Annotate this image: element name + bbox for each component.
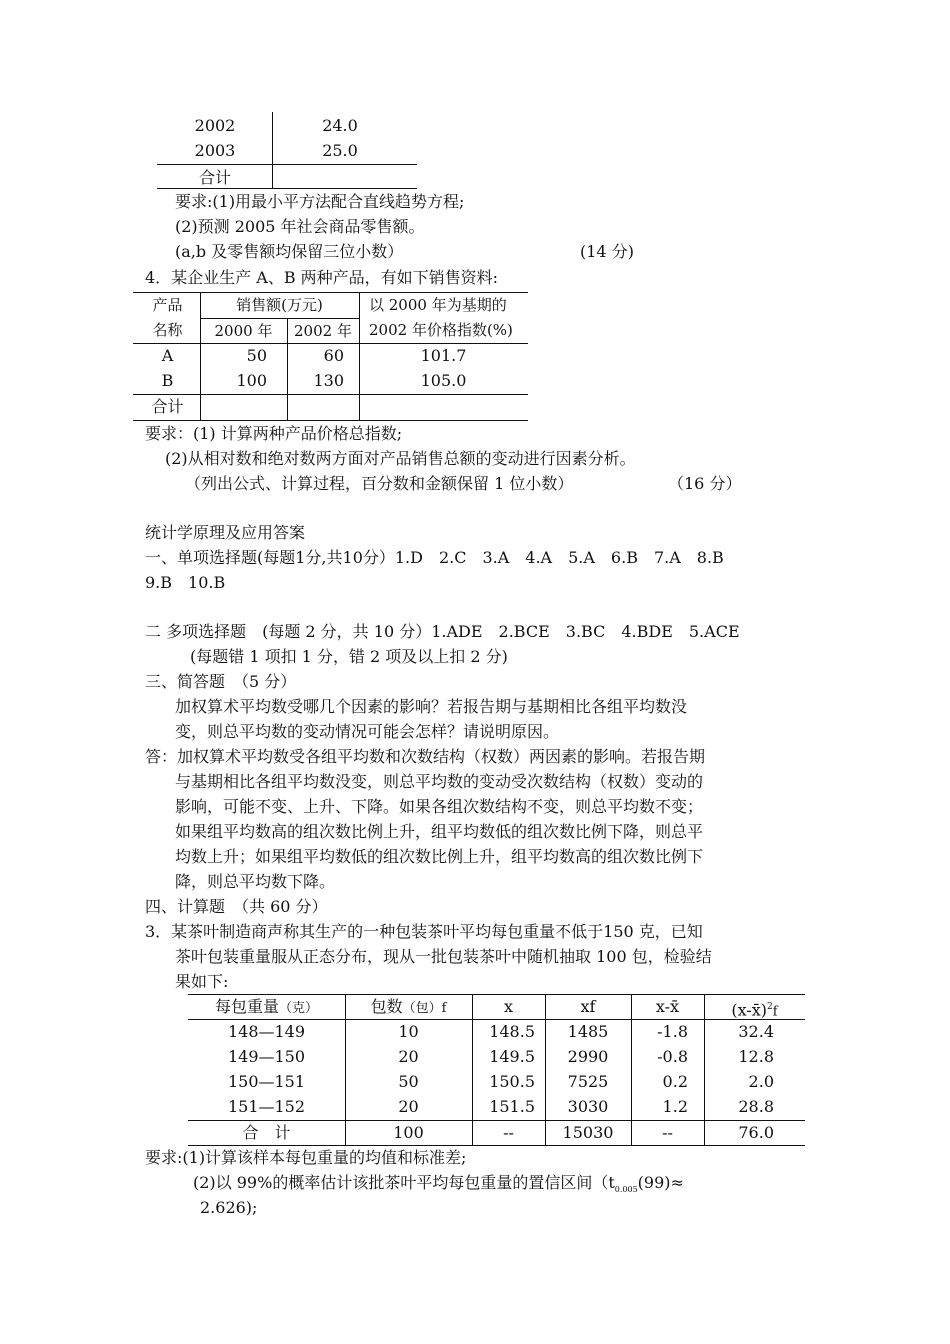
q3-req-line: (2)预测 2005 年社会商品零售额。 [175, 217, 425, 236]
deviation-value: -1.8 [657, 1022, 688, 1041]
section3-answer: 降，则总平均数下降。 [175, 872, 336, 891]
sales-2000: 50 [246, 346, 267, 365]
year-cell: 2002 [194, 116, 236, 135]
total-xf: 15030 [562, 1123, 614, 1142]
squared-value: 28.8 [738, 1097, 774, 1116]
header-product-name: 名称 [152, 321, 183, 339]
total-label: 合计 [151, 397, 184, 416]
q3-req-line: 要求:(1)用最小平方法配合直线趋势方程; [175, 192, 465, 211]
value-cell: 25.0 [322, 141, 358, 160]
xf-value: 2990 [567, 1047, 609, 1066]
section1-line: 一、单项选择题(每题1分,共10分）1.D 2.C 3.A 4.A 5.A 6.B 7.A 8.B [145, 548, 724, 567]
q4-req-line: (2)从相对数和绝对数两方面对产品销售总额的变动进行因素分析。 [165, 449, 636, 468]
weight-range: 148—149 [227, 1022, 306, 1041]
header-xf: xf [580, 997, 596, 1016]
final-req-line: 2.626); [200, 1198, 258, 1217]
xf-value: 1485 [567, 1022, 609, 1041]
t-subscript: 0.005 [614, 1185, 638, 1195]
weight-range: 151—152 [227, 1097, 306, 1116]
x-value: 150.5 [489, 1072, 535, 1091]
table-rule [157, 164, 417, 165]
final-req-text-end: (99)≈ [637, 1173, 684, 1192]
header-sales: 销售额(万元) [236, 296, 323, 314]
price-index: 105.0 [420, 371, 467, 390]
section3-answer: 如果组平均数高的组次数比例上升，组平均数低的组次数比例下降，则总平 [175, 822, 704, 841]
deviation-value: 0.2 [662, 1072, 688, 1091]
table-rule [157, 188, 417, 189]
header-index: 以 2000 年为基期的 [369, 296, 507, 314]
section3-question: 加权算术平均数受哪几个因素的影响？若报告期与基期相比各组平均数没 [175, 697, 688, 716]
header-squared-exp: 2 [767, 1002, 773, 1012]
final-req-text: (2)以 99%的概率估计该批茶叶平均每包重量的置信区间（t [193, 1173, 615, 1192]
weight-range: 150—151 [227, 1072, 306, 1091]
total-label: 合 计 [242, 1123, 291, 1142]
header-deviation: x-x̄ [655, 997, 680, 1016]
price-index: 101.7 [420, 346, 467, 365]
header-weight-label: 每包重量 [214, 997, 279, 1016]
count-f: 20 [398, 1047, 419, 1066]
section1-line: 9.B 10.B [145, 573, 226, 592]
header-squared-label: (x-x̄) [731, 1000, 768, 1020]
header-weight-unit: （克） [279, 1001, 319, 1016]
final-req-line: 要求:(1)计算该样本每包重量的均值和标准差; [145, 1148, 467, 1167]
answers-heading: 统计学原理及应用答案 [145, 523, 306, 542]
header-2000: 2000 年 [214, 322, 273, 340]
section3-heading: 三、简答题 （5 分） [145, 672, 297, 691]
total-f: 100 [393, 1123, 424, 1142]
header-count [345, 995, 472, 1021]
count-f: 20 [398, 1097, 419, 1116]
total-label: 合计 [198, 168, 231, 187]
sales-2000: 100 [236, 371, 267, 390]
section2-line: (每题错 1 项扣 1 分，错 2 项及以上扣 2 分) [190, 647, 508, 666]
product-name: B [161, 371, 174, 390]
count-f: 50 [398, 1072, 419, 1091]
section2-line: 二 多项选择题 (每题 2 分，共 10 分）1.ADE 2.BCE 3.BC 4.BDE 5.ACE [145, 622, 740, 641]
header-2002: 2002 年 [294, 322, 352, 340]
section3-answer: 均数上升；如果组平均数低的组次数比例上升，组平均数高的组次数比例下 [175, 847, 704, 866]
x-value: 149.5 [489, 1047, 535, 1066]
q3-points: (14 分) [580, 242, 634, 261]
q3-req-line: (a,b 及零售额均保留三位小数） [175, 242, 404, 261]
xf-value: 3030 [567, 1097, 609, 1116]
total-x: -- [503, 1123, 514, 1142]
xf-value: 7525 [567, 1072, 609, 1091]
deviation-value: -0.8 [657, 1047, 688, 1066]
header-squared-f: f [772, 1004, 778, 1020]
header-index-2: 2002 年价格指数(%) [369, 321, 513, 339]
deviation-value: 1.2 [662, 1097, 688, 1116]
section3-answer: 答：加权算术平均数受各组平均数和次数结构（权数）两因素的影响。若报告期 [145, 747, 706, 766]
section4-question: 果如下: [175, 972, 229, 991]
q4-points: （16 分） [668, 474, 742, 493]
sales-2002: 60 [323, 346, 344, 365]
sales-2002: 130 [313, 371, 344, 390]
section4-heading: 四、计算题 （共 60 分） [145, 897, 328, 916]
total-squared: 76.0 [738, 1123, 774, 1142]
squared-value: 2.0 [748, 1072, 774, 1091]
product-name: A [161, 346, 174, 365]
section3-question: 变，则总平均数的变动情况可能会怎样？请说明原因。 [175, 722, 560, 741]
q4-title: 4．某企业生产 A、B 两种产品，有如下销售资料: [145, 268, 499, 287]
total-deviation: -- [662, 1123, 673, 1142]
section3-answer: 与基期相比各组平均数没变，则总平均数的变动受次数结构（权数）变动的 [175, 772, 704, 791]
q4-req-line: 要求：(1) 计算两种产品价格总指数; [145, 424, 403, 443]
section4-question: 茶叶包装重量服从正态分布，现从一批包装茶叶中随机抽取 100 包，检验结 [175, 947, 712, 966]
table-rule [133, 420, 528, 421]
x-value: 151.5 [489, 1097, 535, 1116]
year-cell: 2003 [194, 141, 236, 160]
header-weight [188, 995, 345, 1021]
q4-req-line: （列出公式、计算过程，百分数和金额保留 1 位小数） [185, 474, 574, 493]
header-count-label: 包数 [370, 997, 403, 1016]
header-product: 产品 [152, 296, 183, 314]
section4-question: 3．某茶叶制造商声称其生产的一种包装茶叶平均每包重量不低于150 克，已知 [145, 922, 703, 941]
header-x: x [503, 997, 514, 1016]
squared-value: 12.8 [738, 1047, 774, 1066]
header-count-unit: （包）f [402, 1001, 447, 1016]
final-req-line [193, 1171, 684, 1202]
section3-answer: 影响，可能不变、上升、下降。如果各组次数结构不变，则总平均数不变； [175, 797, 704, 816]
weight-range: 149—150 [227, 1047, 306, 1066]
squared-value: 32.4 [738, 1022, 774, 1041]
table-divider [272, 112, 273, 188]
count-f: 10 [398, 1022, 419, 1041]
value-cell: 24.0 [322, 116, 358, 135]
x-value: 148.5 [489, 1022, 535, 1041]
